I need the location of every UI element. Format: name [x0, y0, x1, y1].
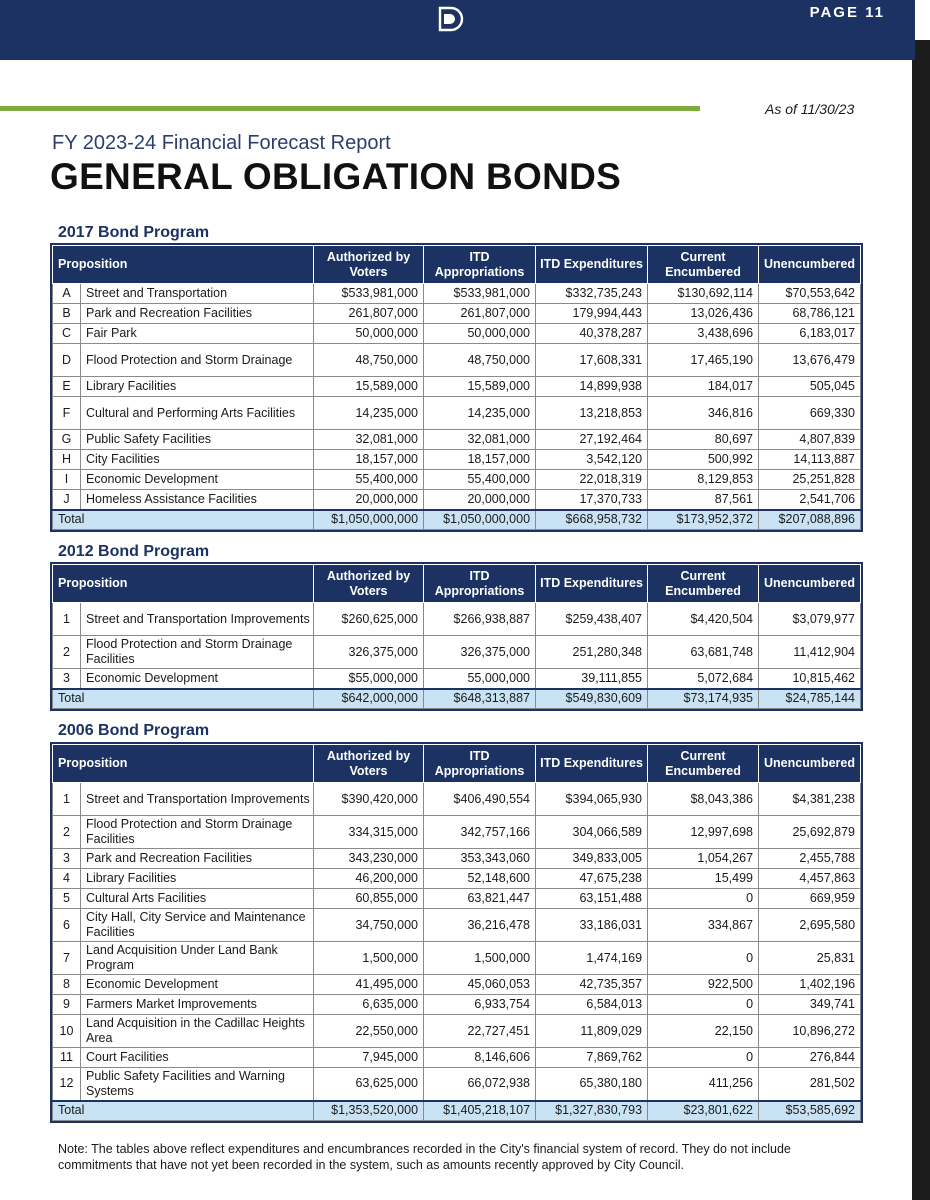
row-name: Library Facilities [81, 377, 314, 397]
cell-expenditures: $332,735,243 [536, 284, 648, 304]
total-expenditures: $668,958,732 [536, 510, 648, 530]
cell-expenditures: 1,474,169 [536, 942, 648, 975]
table-row [53, 324, 861, 344]
total-unencumbered: $207,088,896 [759, 510, 861, 530]
cell-unencumbered: 669,330 [759, 397, 861, 430]
cell-expenditures: 47,675,238 [536, 869, 648, 889]
table-row [53, 669, 861, 689]
table-row [53, 869, 861, 889]
footnote: Note: The tables above reflect expenditures and encumbrances recorded in the City's financial system of record. They do not include commitments that have not yet been recorded in the system, such as amounts recently approved by City Council. [58, 1142, 791, 1172]
cell-authorized: $260,625,000 [314, 603, 424, 636]
row-name: Cultural and Performing Arts Facilities [81, 397, 314, 430]
row-name: City Facilities [81, 450, 314, 470]
cell-unencumbered: 25,692,879 [759, 816, 861, 849]
cell-unencumbered: 2,455,788 [759, 849, 861, 869]
cell-encumbered: 0 [648, 1048, 759, 1068]
row-name: Flood Protection and Storm Drainage Facilities [81, 636, 314, 669]
cell-appropriations: 14,235,000 [424, 397, 536, 430]
table-row [53, 783, 861, 816]
total-authorized: $1,050,000,000 [314, 510, 424, 530]
cell-encumbered: 12,997,698 [648, 816, 759, 849]
cell-authorized: 14,235,000 [314, 397, 424, 430]
cell-encumbered: $130,692,114 [648, 284, 759, 304]
total-unencumbered: $24,785,144 [759, 689, 861, 709]
col-encumbered: Current Encumbered [648, 246, 759, 284]
bond-table-2012 [52, 564, 861, 709]
cell-unencumbered: 25,831 [759, 942, 861, 975]
cell-encumbered: 346,816 [648, 397, 759, 430]
row-code: 10 [53, 1015, 81, 1048]
cell-appropriations: 45,060,053 [424, 975, 536, 995]
cell-encumbered: 87,561 [648, 490, 759, 510]
bond-table-2017 [52, 245, 861, 530]
cell-unencumbered: 68,786,121 [759, 304, 861, 324]
section-title-2017: 2017 Bond Program [58, 224, 210, 241]
cell-authorized: 50,000,000 [314, 324, 424, 344]
row-code: B [53, 304, 81, 324]
cell-unencumbered: $3,079,977 [759, 603, 861, 636]
row-name: Economic Development [81, 975, 314, 995]
table-row [53, 490, 861, 510]
header-bar [0, 0, 915, 60]
cell-expenditures: 33,186,031 [536, 909, 648, 942]
cell-authorized: 15,589,000 [314, 377, 424, 397]
col-expenditures: ITD Expenditures [536, 745, 648, 783]
row-code: A [53, 284, 81, 304]
row-name: Library Facilities [81, 869, 314, 889]
row-name: Street and Transportation Improvements [81, 603, 314, 636]
row-name: Farmers Market Improvements [81, 995, 314, 1015]
table-header [53, 745, 861, 783]
col-unencumbered: Unencumbered [759, 246, 861, 284]
total-appropriations: $1,405,218,107 [424, 1101, 536, 1121]
cell-unencumbered: 4,457,863 [759, 869, 861, 889]
cell-unencumbered: $4,381,238 [759, 783, 861, 816]
cell-expenditures: 7,869,762 [536, 1048, 648, 1068]
cell-authorized: 261,807,000 [314, 304, 424, 324]
total-encumbered: $23,801,622 [648, 1101, 759, 1121]
col-unencumbered: Unencumbered [759, 565, 861, 603]
cell-appropriations: 66,072,938 [424, 1068, 536, 1101]
cell-encumbered: 22,150 [648, 1015, 759, 1048]
cell-appropriations: 63,821,447 [424, 889, 536, 909]
cell-unencumbered: 505,045 [759, 377, 861, 397]
cell-authorized: 48,750,000 [314, 344, 424, 377]
row-name: Street and Transportation Improvements [81, 783, 314, 816]
header-rule [0, 106, 700, 111]
cell-appropriations: 22,727,451 [424, 1015, 536, 1048]
cell-encumbered: 17,465,190 [648, 344, 759, 377]
total-authorized: $642,000,000 [314, 689, 424, 709]
table-row [53, 284, 861, 304]
row-code: 3 [53, 669, 81, 689]
row-code: 3 [53, 849, 81, 869]
table-row [53, 1015, 861, 1048]
cell-expenditures: 17,370,733 [536, 490, 648, 510]
cell-encumbered: 80,697 [648, 430, 759, 450]
cell-expenditures: 39,111,855 [536, 669, 648, 689]
table-row [53, 942, 861, 975]
cell-expenditures: 13,218,853 [536, 397, 648, 430]
table-header [53, 565, 861, 603]
row-name: Public Safety Facilities and Warning Systems [81, 1068, 314, 1101]
total-authorized: $1,353,520,000 [314, 1101, 424, 1121]
cell-expenditures: 304,066,589 [536, 816, 648, 849]
col-expenditures: ITD Expenditures [536, 565, 648, 603]
cell-appropriations: 326,375,000 [424, 636, 536, 669]
row-name: Flood Protection and Storm Drainage Facilities [81, 816, 314, 849]
total-label: Total [53, 1101, 314, 1121]
total-label: Total [53, 510, 314, 530]
row-code: 1 [53, 603, 81, 636]
row-code: D [53, 344, 81, 377]
cell-encumbered: 5,072,684 [648, 669, 759, 689]
cell-authorized: 55,400,000 [314, 470, 424, 490]
table-row [53, 816, 861, 849]
cell-unencumbered: 10,815,462 [759, 669, 861, 689]
row-code: 7 [53, 942, 81, 975]
total-unencumbered: $53,585,692 [759, 1101, 861, 1121]
cell-authorized: 343,230,000 [314, 849, 424, 869]
cell-appropriations: 353,343,060 [424, 849, 536, 869]
cell-appropriations: 52,148,600 [424, 869, 536, 889]
row-code: 12 [53, 1068, 81, 1101]
total-appropriations: $1,050,000,000 [424, 510, 536, 530]
cell-encumbered: 3,438,696 [648, 324, 759, 344]
table-row [53, 1068, 861, 1101]
table-row [53, 909, 861, 942]
cell-expenditures: 63,151,488 [536, 889, 648, 909]
cell-expenditures: 65,380,180 [536, 1068, 648, 1101]
cell-unencumbered: 276,844 [759, 1048, 861, 1068]
cell-expenditures: $259,438,407 [536, 603, 648, 636]
table-row [53, 397, 861, 430]
col-appropriations: ITD Appropriations [424, 246, 536, 284]
row-name: Economic Development [81, 470, 314, 490]
table-row [53, 849, 861, 869]
total-row [53, 689, 861, 709]
row-code: 5 [53, 889, 81, 909]
row-code: 1 [53, 783, 81, 816]
cell-unencumbered: 14,113,887 [759, 450, 861, 470]
row-name: Land Acquisition Under Land Bank Program [81, 942, 314, 975]
section-title-2012: 2012 Bond Program [58, 543, 210, 560]
table-row [53, 975, 861, 995]
cell-unencumbered: $70,553,642 [759, 284, 861, 304]
cell-expenditures: 42,735,357 [536, 975, 648, 995]
col-proposition: Proposition [53, 565, 314, 603]
row-code: G [53, 430, 81, 450]
cell-encumbered: 922,500 [648, 975, 759, 995]
table-row [53, 450, 861, 470]
cell-unencumbered: 4,807,839 [759, 430, 861, 450]
cell-expenditures: 3,542,120 [536, 450, 648, 470]
cell-appropriations: 48,750,000 [424, 344, 536, 377]
cell-authorized: 7,945,000 [314, 1048, 424, 1068]
row-name: Cultural Arts Facilities [81, 889, 314, 909]
cell-encumbered: 0 [648, 889, 759, 909]
row-name: Fair Park [81, 324, 314, 344]
row-code: 9 [53, 995, 81, 1015]
table-row [53, 470, 861, 490]
cell-expenditures: 179,994,443 [536, 304, 648, 324]
cell-appropriations: 8,146,606 [424, 1048, 536, 1068]
cell-appropriations: $533,981,000 [424, 284, 536, 304]
bond-table-2006 [52, 744, 861, 1121]
cell-authorized: $55,000,000 [314, 669, 424, 689]
cell-expenditures: 11,809,029 [536, 1015, 648, 1048]
page-margin [0, 0, 22, 1200]
cell-unencumbered: 669,959 [759, 889, 861, 909]
cell-unencumbered: 13,676,479 [759, 344, 861, 377]
col-authorized: Authorized by Voters [314, 246, 424, 284]
cell-expenditures: $394,065,930 [536, 783, 648, 816]
cell-unencumbered: 6,183,017 [759, 324, 861, 344]
row-name: Economic Development [81, 669, 314, 689]
table-row [53, 304, 861, 324]
cell-authorized: $533,981,000 [314, 284, 424, 304]
row-name: Park and Recreation Facilities [81, 304, 314, 324]
cell-encumbered: 13,026,436 [648, 304, 759, 324]
table-row [53, 603, 861, 636]
col-encumbered: Current Encumbered [648, 745, 759, 783]
row-code: J [53, 490, 81, 510]
row-code: I [53, 470, 81, 490]
cell-authorized: 22,550,000 [314, 1015, 424, 1048]
cell-encumbered: 334,867 [648, 909, 759, 942]
cell-unencumbered: 1,402,196 [759, 975, 861, 995]
cell-encumbered: 500,992 [648, 450, 759, 470]
col-expenditures: ITD Expenditures [536, 246, 648, 284]
cell-encumbered: 0 [648, 995, 759, 1015]
cell-encumbered: 15,499 [648, 869, 759, 889]
col-appropriations: ITD Appropriations [424, 565, 536, 603]
cell-authorized: 6,635,000 [314, 995, 424, 1015]
cell-encumbered: $4,420,504 [648, 603, 759, 636]
cell-expenditures: 22,018,319 [536, 470, 648, 490]
row-name: Street and Transportation [81, 284, 314, 304]
cell-authorized: 334,315,000 [314, 816, 424, 849]
cell-authorized: 1,500,000 [314, 942, 424, 975]
cell-appropriations: 32,081,000 [424, 430, 536, 450]
cell-appropriations: 1,500,000 [424, 942, 536, 975]
cell-authorized: 32,081,000 [314, 430, 424, 450]
cell-expenditures: 251,280,348 [536, 636, 648, 669]
total-row [53, 1101, 861, 1121]
total-label: Total [53, 689, 314, 709]
cell-appropriations: $266,938,887 [424, 603, 536, 636]
table-row [53, 995, 861, 1015]
cell-unencumbered: 2,541,706 [759, 490, 861, 510]
cell-expenditures: 6,584,013 [536, 995, 648, 1015]
row-name: Homeless Assistance Facilities [81, 490, 314, 510]
row-name: Court Facilities [81, 1048, 314, 1068]
cell-appropriations: 55,400,000 [424, 470, 536, 490]
cell-authorized: 41,495,000 [314, 975, 424, 995]
table-row [53, 377, 861, 397]
row-code: C [53, 324, 81, 344]
section-title-2006: 2006 Bond Program [58, 722, 210, 739]
table-row [53, 889, 861, 909]
col-proposition: Proposition [53, 246, 314, 284]
city-logo-icon [436, 4, 466, 34]
col-encumbered: Current Encumbered [648, 565, 759, 603]
row-name: Flood Protection and Storm Drainage [81, 344, 314, 377]
cell-encumbered: $8,043,386 [648, 783, 759, 816]
total-encumbered: $173,952,372 [648, 510, 759, 530]
total-row [53, 510, 861, 530]
cell-encumbered: 0 [648, 942, 759, 975]
row-code: H [53, 450, 81, 470]
total-expenditures: $1,327,830,793 [536, 1101, 648, 1121]
cell-expenditures: 349,833,005 [536, 849, 648, 869]
col-proposition: Proposition [53, 745, 314, 783]
cell-encumbered: 184,017 [648, 377, 759, 397]
table-row [53, 344, 861, 377]
total-encumbered: $73,174,935 [648, 689, 759, 709]
row-name: Land Acquisition in the Cadillac Heights Area [81, 1015, 314, 1048]
cell-expenditures: 17,608,331 [536, 344, 648, 377]
cell-encumbered: 411,256 [648, 1068, 759, 1101]
cell-unencumbered: 10,896,272 [759, 1015, 861, 1048]
cell-appropriations: 20,000,000 [424, 490, 536, 510]
table-header [53, 246, 861, 284]
cell-expenditures: 27,192,464 [536, 430, 648, 450]
cell-expenditures: 40,378,287 [536, 324, 648, 344]
row-name: City Hall, City Service and Maintenance Facilities [81, 909, 314, 942]
col-unencumbered: Unencumbered [759, 745, 861, 783]
table-row [53, 1048, 861, 1068]
cell-authorized: 60,855,000 [314, 889, 424, 909]
cell-appropriations: 342,757,166 [424, 816, 536, 849]
cell-appropriations: 261,807,000 [424, 304, 536, 324]
cell-unencumbered: 11,412,904 [759, 636, 861, 669]
cell-expenditures: 14,899,938 [536, 377, 648, 397]
as-of-date: As of 11/30/23 [765, 101, 855, 117]
cell-appropriations: 18,157,000 [424, 450, 536, 470]
total-appropriations: $648,313,887 [424, 689, 536, 709]
row-code: F [53, 397, 81, 430]
col-appropriations: ITD Appropriations [424, 745, 536, 783]
page-number: PAGE 11 [809, 4, 885, 21]
cell-authorized: 18,157,000 [314, 450, 424, 470]
page-edge [912, 40, 930, 1200]
cell-encumbered: 63,681,748 [648, 636, 759, 669]
col-authorized: Authorized by Voters [314, 745, 424, 783]
cell-authorized: 326,375,000 [314, 636, 424, 669]
cell-encumbered: 1,054,267 [648, 849, 759, 869]
cell-appropriations: 36,216,478 [424, 909, 536, 942]
cell-authorized: 63,625,000 [314, 1068, 424, 1101]
row-code: 6 [53, 909, 81, 942]
row-code: E [53, 377, 81, 397]
cell-authorized: 20,000,000 [314, 490, 424, 510]
row-name: Park and Recreation Facilities [81, 849, 314, 869]
cell-appropriations: 50,000,000 [424, 324, 536, 344]
cell-appropriations: $406,490,554 [424, 783, 536, 816]
page-title: GENERAL OBLIGATION BONDS [50, 156, 622, 197]
cell-unencumbered: 25,251,828 [759, 470, 861, 490]
row-code: 2 [53, 636, 81, 669]
cell-authorized: $390,420,000 [314, 783, 424, 816]
col-authorized: Authorized by Voters [314, 565, 424, 603]
row-name: Public Safety Facilities [81, 430, 314, 450]
cell-encumbered: 8,129,853 [648, 470, 759, 490]
row-code: 11 [53, 1048, 81, 1068]
report-subtitle: FY 2023-24 Financial Forecast Report [52, 132, 391, 154]
row-code: 2 [53, 816, 81, 849]
cell-appropriations: 55,000,000 [424, 669, 536, 689]
table-row [53, 636, 861, 669]
cell-unencumbered: 281,502 [759, 1068, 861, 1101]
cell-unencumbered: 349,741 [759, 995, 861, 1015]
cell-appropriations: 15,589,000 [424, 377, 536, 397]
total-expenditures: $549,830,609 [536, 689, 648, 709]
row-code: 4 [53, 869, 81, 889]
row-code: 8 [53, 975, 81, 995]
cell-unencumbered: 2,695,580 [759, 909, 861, 942]
cell-authorized: 34,750,000 [314, 909, 424, 942]
table-row [53, 430, 861, 450]
cell-appropriations: 6,933,754 [424, 995, 536, 1015]
cell-authorized: 46,200,000 [314, 869, 424, 889]
